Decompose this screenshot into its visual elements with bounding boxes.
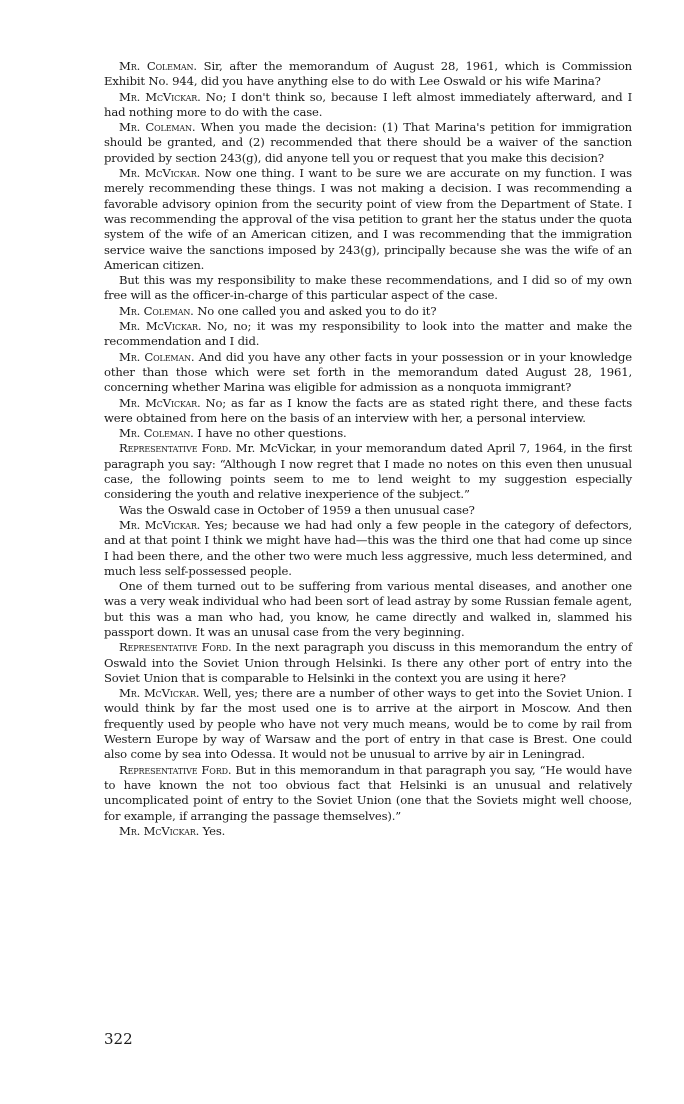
speaker-label: Mr. McVickar. bbox=[119, 166, 201, 181]
paragraph-text: No; as far as I know the facts are as stated right there, and these facts were obtained from here on the basis of an interview with her, a personal interview. bbox=[104, 395, 632, 425]
paragraph-1 bbox=[104, 59, 632, 90]
speaker-label: Mr. McVickar. bbox=[119, 686, 200, 701]
paragraph-14 bbox=[104, 579, 632, 640]
paragraph-text: Mr. McVickar, in your memorandum dated April 7, 1964, in the first paragraph you say: “Although I now regret that I made no notes on this even then unusual case, the following points seem to me to lend weight to my suggestion especially considering the youth and relative inexperience of the subject.” bbox=[104, 441, 632, 502]
speaker-label: Mr. McVickar. bbox=[119, 823, 200, 838]
speaker-label: Mr. McVickar. bbox=[119, 89, 201, 104]
speaker-label: Mr. Coleman. bbox=[119, 349, 195, 364]
paragraph-2 bbox=[104, 90, 632, 121]
paragraph-text: No, no; it was my responsibility to look into the matter and make the recommendation and I did. bbox=[104, 319, 632, 349]
paragraph-9 bbox=[104, 396, 632, 427]
paragraph-12 bbox=[104, 503, 632, 518]
paragraph-text: Well, yes; there are a number of other ways to get into the Soviet Union. I would think by far the most used one is to arrive at the airport in Moscow. And then frequently used by people who have not very much means, would be to come by rail from Western Europe by way of Warsaw and the port of entry in that case is Brest. One could also come by sea into Odessa. It would not be unusual to arrive by air in Leningrad. bbox=[104, 686, 632, 762]
paragraph-text: No one called you and asked you to do it? bbox=[193, 303, 437, 318]
paragraph-11 bbox=[104, 441, 632, 502]
page-number: 322 bbox=[104, 1030, 133, 1048]
paragraph-13 bbox=[104, 518, 632, 579]
paragraph-4 bbox=[104, 166, 632, 273]
paragraph-text: One of them turned out to be suffering from various mental diseases, and another one was a very weak individual who had been sort of lead astray by some Russian female agent, but this was a man who had, you know, he came directly and walked in, slammed his passport down. It was an unusal case from the very beginning. bbox=[104, 579, 632, 639]
paragraph-text: In the next paragraph you discuss in this memorandum the entry of Oswald into the Soviet Union through Helsinki. Is there any other port of entry into the Soviet Union that is comparable to Helsinki in the context you are using it here? bbox=[104, 640, 632, 685]
paragraph-text: Sir, after the memorandum of August 28, 1961, which is Commission Exhibit No. 944, did you have anything else to do with Lee Oswald or his wife Marina? bbox=[104, 59, 632, 89]
paragraph-text: But this was my responsibility to make these recommendations, and I did so of my own free will as the officer-in-charge of this particular aspect of the case. bbox=[104, 273, 632, 303]
paragraph-16 bbox=[104, 686, 632, 762]
paragraph-15 bbox=[104, 640, 632, 686]
paragraph-18 bbox=[104, 824, 632, 839]
paragraph-text: But in this memorandum in that paragraph you say, “He would have to have known the not too obvious fact that Helsinki is an unusual and relatively uncomplicated point of entry to the Soviet Union (one that the Soviets might well choose, for example, if arranging the passage themselves).” bbox=[104, 762, 632, 823]
speaker-label: Representative Ford. bbox=[119, 762, 232, 777]
speaker-label: Mr. McVickar. bbox=[119, 395, 201, 410]
document-page bbox=[104, 59, 632, 839]
speaker-label: Mr. McVickar. bbox=[119, 517, 201, 532]
paragraph-text: I have no other questions. bbox=[193, 426, 347, 441]
paragraph-text: Now one thing. I want to be sure we are accurate on my function. I was merely recommending these things. I was not making a decision. I was recommending a favorable advisory opinion from the security point of view from the Department of State. I was recommending the approval of the visa petition to grant her the status under the quota system of the wife of an American citizen, and I was recommending that the immigration service waive the sanctions imposed by 243(g), principally because she was the wife of an American citizen. bbox=[104, 166, 632, 272]
paragraph-6 bbox=[104, 304, 632, 319]
speaker-label: Representative Ford. bbox=[119, 640, 232, 655]
speaker-label: Mr. McVickar. bbox=[119, 319, 202, 334]
paragraph-17 bbox=[104, 763, 632, 824]
paragraph-8 bbox=[104, 350, 632, 396]
paragraph-text: Yes; because we had had only a few people in the category of defectors, and at that point I think we might have had—this was the third one that had come up since I had been there, and the other two were much less aggressive, much less determined, and much less self-possessed people. bbox=[104, 517, 632, 578]
speaker-label: Mr. Coleman. bbox=[119, 59, 197, 73]
paragraph-text: No; I don't think so, because I left almost immediately afterward, and I had nothing more to do with the case. bbox=[104, 89, 632, 119]
speaker-label: Mr. Coleman. bbox=[119, 426, 194, 441]
paragraph-text: Was the Oswald case in October of 1959 a then unusual case? bbox=[119, 502, 475, 517]
speaker-label: Mr. Coleman. bbox=[119, 303, 194, 318]
paragraph-3 bbox=[104, 120, 632, 166]
paragraph-10 bbox=[104, 426, 632, 441]
speaker-label: Representative Ford. bbox=[119, 441, 232, 456]
paragraph-5 bbox=[104, 273, 632, 304]
paragraph-7 bbox=[104, 319, 632, 350]
paragraph-text: When you made the decision: (1) That Marina's petition for immigration should be granted, and (2) recommended that there should be a waiver of the sanction provided by section 243(g), did anyone tell you or request that you make this decision? bbox=[104, 120, 632, 165]
paragraph-text: And did you have any other facts in your possession or in your knowledge other than those which were set forth in the memorandum dated August 28, 1961, concerning whether Marina was eligible for admission as a nonquota immigrant? bbox=[104, 349, 632, 395]
paragraph-text: Yes. bbox=[199, 823, 226, 838]
speaker-label: Mr. Coleman. bbox=[119, 120, 196, 135]
